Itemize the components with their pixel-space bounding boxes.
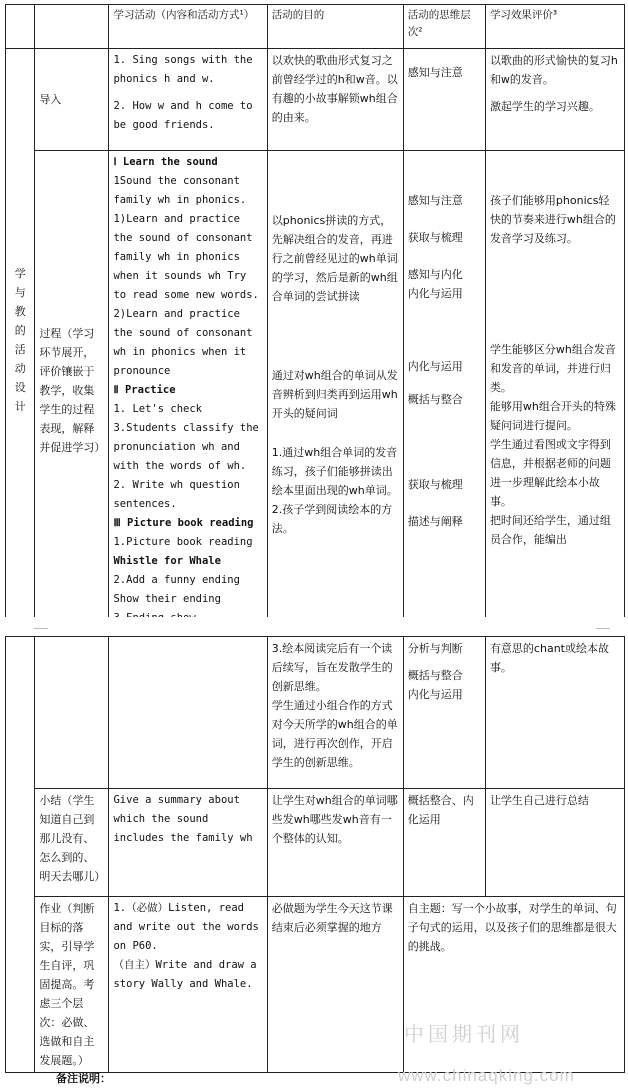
lesson-plan-table-page1 [5,4,625,631]
process-thinking-3: 感知与内化 [407,268,463,281]
process-thinking-7: 获取与梳理 [407,478,463,491]
process-thinking-2: 获取与梳理 [407,231,463,244]
page-corner-mark [34,628,48,629]
homework-activity-2: （自主）Write and draw a story Wally and Whale. [113,959,257,990]
section-label-text: 学与教的活动设计 [14,266,26,413]
part3-item-c: 2.Add a funny ending Show their ending [113,574,240,605]
intro-activity-2: 2. How w and h come to be good friends. [113,100,253,131]
page-break [0,617,628,635]
summary-goal: 让学生对wh组合的单词哪些发wh哪些发wh音有一个整体的认知。 [267,789,403,897]
part2-item-a: 1. Let's check [113,403,202,415]
part3-title: Ⅲ Picture book reading [113,517,254,529]
process-eval-2: 学生能够区分wh组合发音和发音的单词，并进行归类。 [489,343,616,394]
page-corner-mark [596,628,610,629]
watermark-url: www.chinaqking.com [398,1066,575,1085]
part2-item-b: 3.Students classify the pronunciation wh and with the words of wh. [113,422,259,472]
part3-item-b: Whistle for Whale [113,555,221,567]
process-goal-4: 2.孩子学到阅读绘本的方法。 [271,503,393,535]
intro-activity-1: 1. Sing songs with the phonics h and w. [113,54,253,85]
process-thinking-6: 概括与整合 [407,393,463,406]
header-purpose: 活动的目的 [267,5,403,49]
summary-step: 小结（学生知道自己到那儿没有、怎么到的、明天去哪儿） [35,789,109,897]
header-thinking: 活动的思维层次² [403,5,485,49]
process-eval-4: 学生通过看图或文字得到信息，并根据老师的问题进一步理解此绘本小故事。 [489,438,611,508]
intro-step: 导入 [35,49,109,151]
process-eval-1: 孩子们能够用phonics轻快的节奏来进行wh组合的发音学习及练习。 [489,194,616,245]
summary-activity: Give a summary about which the sound includes the family wh [109,789,267,897]
continued-step-cell [35,637,109,789]
process-step: 过程（学习环节展开，评价镶嵌于教学，收集学生的过程表现，解释并促进学习） [35,151,109,631]
summary-thinking: 概括整合、内化运用 [403,789,485,897]
part1-title: Ⅰ Learn the sound [113,156,218,168]
header-blank-cell [6,5,35,49]
continued-goal-2: 学生通过小组合作的方式对今天所学的wh组合的单词，进行再次创作，开启学生的创新思维。 [271,699,398,769]
lesson-plan-table-page2 [5,636,625,1073]
intro-eval-1: 以歌曲的形式愉快的复习h和w的发音。 [489,54,618,86]
part1-item-b: 1)Learn and practice the sound of consonant family wh in phonics when it sounds wh Try to read some new words. [113,213,259,301]
process-thinking-5: 内化与运用 [407,360,463,373]
intro-thinking: 感知与注意 [403,49,485,151]
process-thinking-8: 描述与阐释 [407,515,463,528]
intro-goal: 以欢快的歌曲形式复习之前曾经学过的h和w音。以有趣的小故事解锁wh组合的由来。 [267,49,403,151]
continued-goal-1: 3.绘本阅读完后有一个读后续写，旨在发散学生的创新思维。 [271,642,393,693]
part2-title: Ⅱ Practice [113,384,176,396]
continued-thinking-2: 概括与整合 [407,669,463,682]
process-thinking-1: 感知与注意 [407,194,463,207]
section-label [6,49,35,631]
watermark-cn: 中国期刊网 [404,1022,524,1046]
process-thinking-4: 内化与运用 [407,287,463,300]
homework-step: 作业（判断目标的落实，引导学生自评，巩固提高。考虑三个层次：必做、选做和自主发展题。） [35,897,109,1073]
continued-thinking-1: 分析与判断 [407,642,463,655]
process-goal-3: 1.通过wh组合单词的发音练习，孩子们能够拼读出绘本里面出现的wh单词。 [271,446,398,497]
header-activity: 学习活动（内容和活动方式¹） [109,5,267,49]
homework-goal: 必做题为学生今天这节课结束后必须掌握的地方 [267,897,403,1073]
part1-item-a: 1Sound the consonant family wh in phonics. [113,175,247,206]
continued-thinking-3: 内化与运用 [407,688,463,701]
intro-eval-2: 激起学生的学习兴趣。 [489,100,600,113]
process-goal-1: 以phonics拼读的方式，先解决组合的发音，再进行之前曾经见过的wh单词的学习，然后是新的wh组合单词的尝试拼读 [271,214,398,303]
process-eval-5: 把时间还给学生，通过组员合作，能编出 [489,514,611,546]
header-blank-cell [35,5,109,49]
process-eval-3: 能够用wh组合开头的特殊疑问词进行提问。 [489,400,616,432]
summary-eval: 让学生自己进行总结 [485,789,624,897]
part1-item-c: 2)Learn and practice the sound of consonant wh in phonics when it pronounce [113,308,253,377]
process-goal-2: 通过对wh组合的单词从发音辨析到归类再到运用wh开头的疑问词 [271,369,398,420]
section-label-continued [6,637,35,1073]
homework-merged-note: 自主题：写一个小故事，对学生的单词、句子句式的运用，以及孩子们的思维都是很大的挑战。 [403,897,624,1073]
part3-item-a: 1.Picture book reading [113,536,253,548]
continued-activity-cell [109,637,267,789]
continued-eval-1: 有意思的chant或绘本故事。 [485,637,624,789]
footer-note: 备注说明： [56,1072,111,1085]
homework-activity-1: 1.（必做）Listen, read and write out the words on P60. [113,902,259,952]
header-evaluation: 学习效果评价³ [485,5,624,49]
part2-item-c: 2. Write wh question sentences. [113,479,240,510]
